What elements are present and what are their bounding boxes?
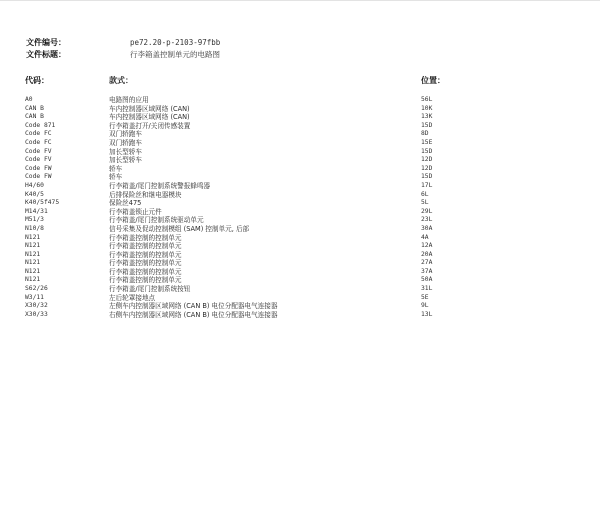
table-row	[25, 311, 465, 320]
row-code: CAN B	[25, 104, 44, 112]
doc-number-label: 文件编号：	[26, 38, 66, 47]
row-code: N121	[25, 242, 41, 250]
row-code: Code FC	[25, 130, 52, 138]
table-row	[25, 276, 465, 285]
row-description: 行李箱盖控制的控制单元	[109, 267, 182, 276]
doc-title-value: 行李箱盖控制单元的电路图	[130, 50, 220, 59]
row-position: 10K	[421, 104, 433, 112]
table-row	[25, 139, 465, 148]
row-position: 13L	[421, 310, 433, 318]
row-description: 电路图的应用	[109, 96, 149, 104]
row-description: 双门轿跑车	[109, 130, 142, 139]
row-description: 左后轮罩接地点	[109, 293, 156, 302]
row-code: H4/60	[25, 181, 44, 189]
row-code: N10/8	[25, 224, 44, 232]
table-row	[25, 156, 465, 165]
row-code: CAN B	[25, 113, 44, 121]
row-code: Code FV	[25, 156, 52, 164]
row-description: 信号采集及促动控制模组 (SAM) 控制单元, 后部	[109, 224, 250, 233]
row-description: 行李箱盖/尾门控制系统按钮	[109, 285, 191, 294]
table-row	[25, 182, 465, 191]
table-row	[25, 113, 465, 122]
table-row	[25, 268, 465, 277]
row-position: 15D	[421, 147, 433, 155]
row-description: 右侧车内控制器区域网络 (CAN B) 电位分配器电气连接器	[109, 310, 278, 319]
row-description: 双门轿跑车	[109, 138, 142, 147]
row-position: 56L	[421, 96, 433, 103]
table-row	[25, 105, 465, 114]
row-description: 行李箱盖控制的控制单元	[109, 276, 182, 285]
row-position: 8D	[421, 130, 429, 138]
row-description: 左侧车内控制器区域网络 (CAN B) 电位分配器电气连接器	[109, 302, 278, 311]
row-code: X30/32	[25, 302, 48, 310]
row-code: N121	[25, 233, 41, 241]
table-row	[25, 242, 465, 251]
row-description: 车内控制器区域网络 (CAN)	[109, 113, 190, 122]
row-position: 6L	[421, 190, 429, 198]
row-description: 行李箱盖控制的控制单元	[109, 259, 182, 268]
row-description: 行李箱盖锁止元件	[109, 207, 162, 216]
row-code: N121	[25, 276, 41, 284]
row-code: Code FV	[25, 147, 52, 155]
row-description: 加长型轿车	[109, 147, 142, 156]
component-table	[25, 75, 465, 319]
row-code: N121	[25, 250, 41, 258]
row-position: 12A	[421, 242, 433, 250]
row-code: M14/31	[25, 207, 48, 215]
column-header-position: 位置：	[421, 76, 445, 85]
table-row	[25, 259, 465, 268]
table-row	[25, 191, 465, 200]
row-position: 23L	[421, 216, 433, 224]
table-row	[25, 148, 465, 157]
row-code: S62/26	[25, 285, 48, 293]
table-row	[25, 130, 465, 139]
row-position: 5E	[421, 293, 429, 301]
row-description: 后排保险丝和继电器模块	[109, 190, 182, 199]
row-description: 轿车	[109, 173, 123, 182]
row-position: 13K	[421, 113, 433, 121]
row-code: Code 871	[25, 121, 56, 129]
table-row	[25, 199, 465, 208]
row-position: 4A	[421, 233, 429, 241]
row-description: 行李箱盖/尾门控制系统驱动单元	[109, 216, 204, 225]
table-row	[25, 302, 465, 311]
row-position: 15E	[421, 138, 433, 146]
row-description: 轿车	[109, 164, 123, 173]
row-position: 9L	[421, 302, 429, 310]
row-position: 37A	[421, 267, 433, 275]
row-code: K40/5f475	[25, 199, 60, 207]
table-row	[25, 122, 465, 131]
row-position: 12D	[421, 164, 433, 172]
row-position: 5L	[421, 199, 429, 207]
row-position: 12D	[421, 156, 433, 164]
row-description: 行李箱盖打开/关闭传感装置	[109, 121, 191, 130]
row-description: 车内控制器区域网络 (CAN)	[109, 104, 190, 113]
table-row	[25, 294, 465, 303]
doc-number-row	[26, 37, 220, 49]
row-position: 30A	[421, 224, 433, 232]
doc-title-label: 文件标题：	[26, 50, 66, 59]
row-description: 加长型轿车	[109, 156, 142, 165]
row-code: M51/3	[25, 216, 44, 224]
row-position: 15D	[421, 173, 433, 181]
row-position: 31L	[421, 285, 433, 293]
table-row	[25, 216, 465, 225]
row-position: 27A	[421, 259, 433, 267]
table-row	[25, 208, 465, 217]
table-row	[25, 251, 465, 260]
row-description: 行李箱盖控制的控制单元	[109, 242, 182, 251]
row-position: 15D	[421, 121, 433, 129]
doc-number-value: pe72.20-p-2103-97fbb	[130, 38, 221, 47]
row-code: N121	[25, 259, 41, 267]
table-header	[25, 75, 465, 87]
top-divider	[0, 0, 600, 1]
row-description: 行李箱盖控制的控制单元	[109, 250, 182, 259]
row-code: X30/33	[25, 310, 48, 318]
table-row	[25, 165, 465, 174]
row-description: 行李箱盖控制的控制单元	[109, 233, 182, 242]
row-code: Code FW	[25, 164, 52, 172]
table-row	[25, 234, 465, 243]
row-code: Code FC	[25, 138, 52, 146]
table-row	[25, 285, 465, 294]
row-description: 保险丝475	[109, 199, 142, 208]
doc-title-row	[26, 49, 220, 61]
row-position: 50A	[421, 276, 433, 284]
row-code: W3/11	[25, 293, 44, 301]
table-row	[25, 225, 465, 234]
row-code: K40/5	[25, 190, 44, 198]
row-position: 29L	[421, 207, 433, 215]
column-header-code: 代码：	[25, 76, 49, 85]
table-row	[25, 173, 465, 182]
row-position: 17L	[421, 181, 433, 189]
document-header	[26, 37, 220, 61]
row-code: Code FW	[25, 173, 52, 181]
row-code: A0	[25, 96, 33, 103]
column-header-description: 款式：	[109, 76, 133, 85]
table-row	[25, 96, 465, 105]
row-position: 20A	[421, 250, 433, 258]
row-code: N121	[25, 267, 41, 275]
row-description: 行李箱盖/尾门控制系统警报蜂鸣器	[109, 181, 211, 190]
